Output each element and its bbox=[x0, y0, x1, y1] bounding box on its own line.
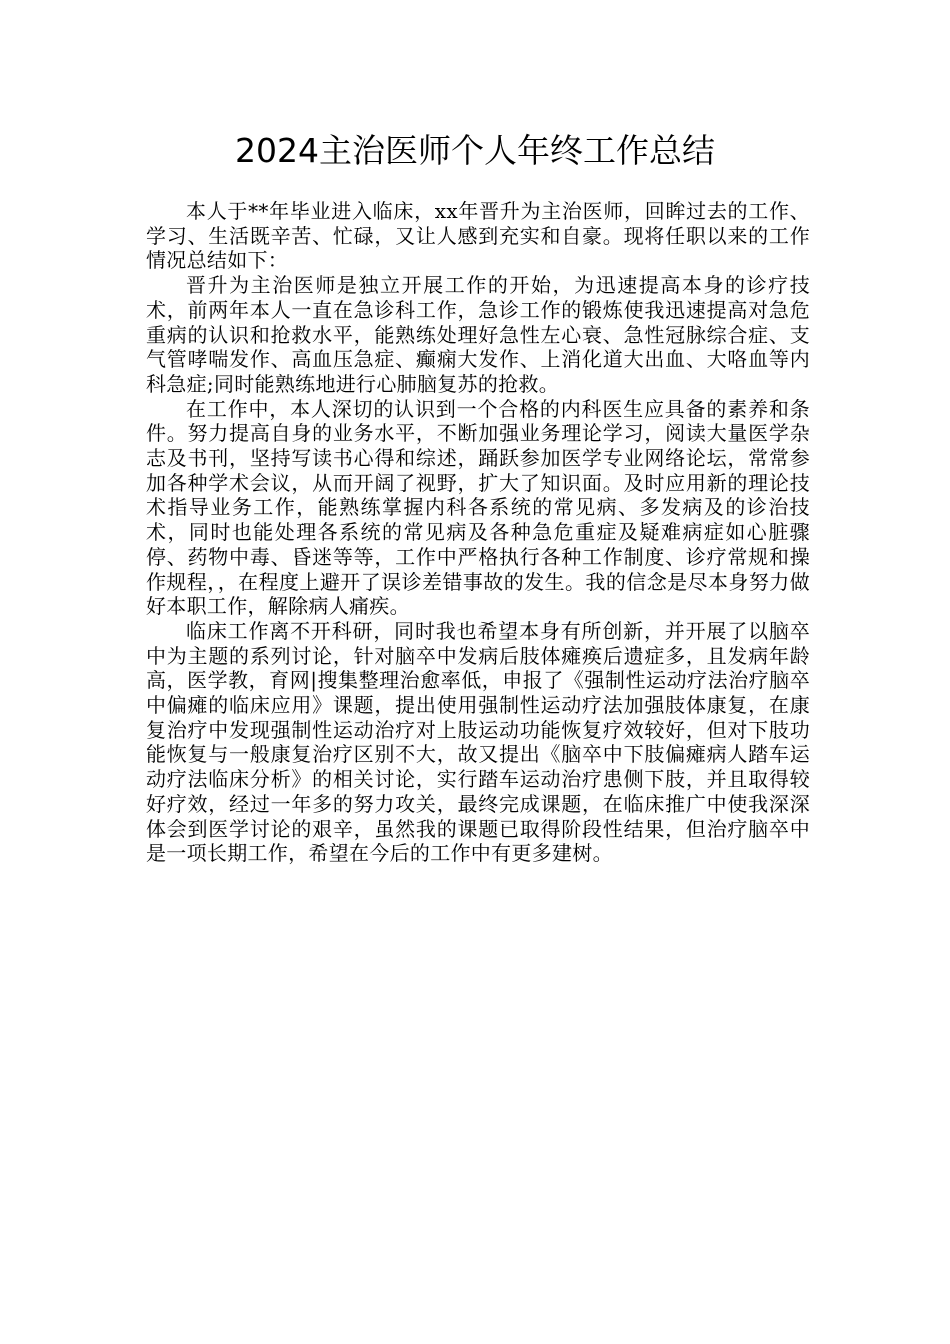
paragraph-intro: 本人于**年毕业进入临床，xx年晋升为主治医师，回眸过去的工作、学习、生活既辛苦、忙碌，又让人感到充实和自豪。现将任职以来的工作情况总结如下： bbox=[146, 199, 810, 273]
paragraph-emergency-work: 晋升为主治医师是独立开展工作的开始，为迅速提高本身的诊疗技术，前两年本人一直在急诊科工作，急诊工作的锻炼使我迅速提高对急危重病的认识和抢救水平，能熟练处理好急性左心衰、急性冠脉综合症、支气管哮喘发作、高血压急症、癫痫大发作、上消化道大出血、大咯血等内科急症;同时能熟练地进行心肺脑复苏的抢救。 bbox=[146, 273, 810, 396]
paragraph-professional-development: 在工作中，本人深切的认识到一个合格的内科医生应具备的素养和条件。努力提高自身的业务水平，不断加强业务理论学习，阅读大量医学杂志及书刊，坚持写读书心得和综述，踊跃参加医学专业网络论坛，常常参加各种学术会议，从而开阔了视野，扩大了知识面。及时应用新的理论技术指导业务工作，能熟练掌握内科各系统的常见病、多发病及的诊治技术，同时也能处理各系统的常见病及各种急危重症及疑难病症如心脏骤停、药物中毒、昏迷等等，工作中严格执行各种工作制度、诊疗常规和操作规程，，在程度上避开了误诊差错事故的发生。我的信念是尽本身努力做好本职工作，解除病人痛疾。 bbox=[146, 396, 810, 619]
paragraph-research: 临床工作离不开科研，同时我也希望本身有所创新，并开展了以脑卒中为主题的系列讨论，针对脑卒中发病后肢体瘫痪后遗症多，且发病年龄高，医学教，育网|搜集整理治愈率低，申报了《强制性运动疗法治疗脑卒中偏瘫的临床应用》课题，提出使用强制性运动疗法加强肢体康复，在康复治疗中发现强制性运动治疗对上肢运动功能恢复疗效较好，但对下肢功能恢复与一般康复治疗区别不大，故又提出《脑卒中下肢偏瘫病人踏车运动疗法临床分析》的相关讨论，实行踏车运动治疗患侧下肢，并且取得较好疗效，经过一年多的努力攻关，最终完成课题，在临床推广中使我深深体会到医学讨论的艰辛，虽然我的课题已取得阶段性结果，但治疗脑卒中是一项长期工作，希望在今后的工作中有更多建树。 bbox=[146, 618, 810, 866]
document-title: 2024主治医师个人年终工作总结 bbox=[235, 131, 715, 170]
document-body bbox=[146, 199, 810, 866]
